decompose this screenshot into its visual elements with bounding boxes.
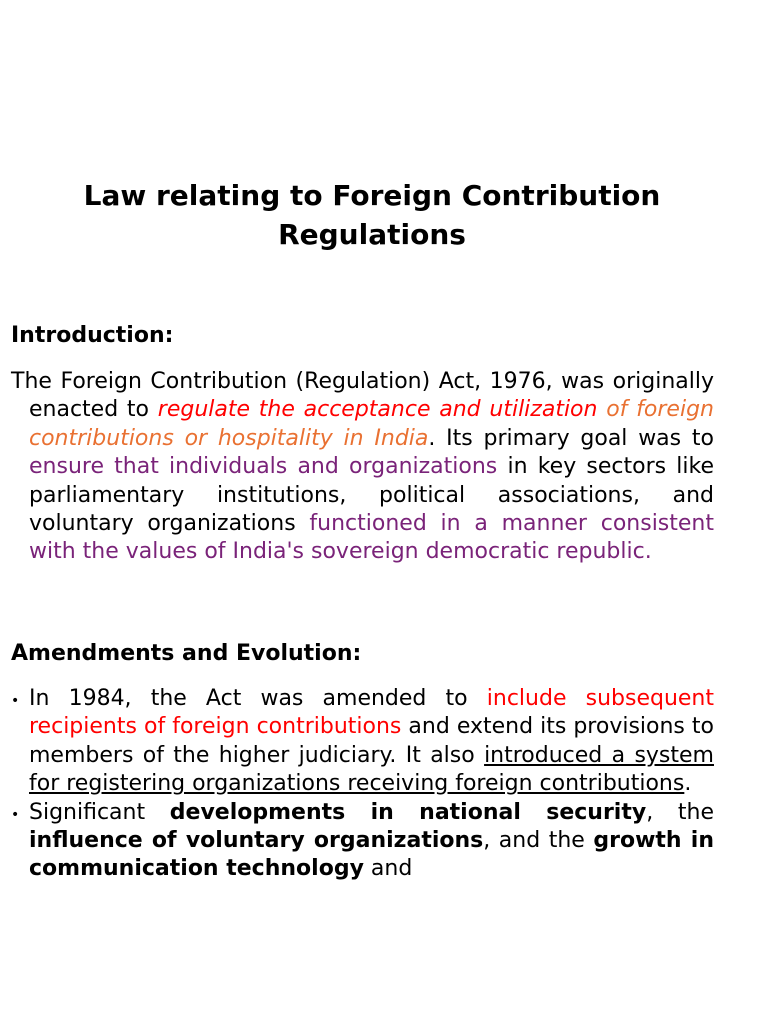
intro-highlight-foreign-contributions: of foreign contributions or hospitality in India [29, 397, 714, 451]
b2-bold-voluntary-organizations: influence of voluntary organizations [29, 828, 484, 854]
b2-text-4: and [363, 856, 413, 882]
b1-text-1: In 1984, the Act was amended to [29, 686, 487, 711]
bullet-icon: • [11, 693, 20, 709]
b1-text-2: and extend its provisions to members of the higher judiciary. It also [29, 714, 715, 768]
b2-text-3: , and the [483, 828, 594, 854]
list-item [11, 685, 714, 799]
list-item [11, 799, 714, 884]
bullet-icon: • [11, 806, 20, 823]
b2-text-2: , the [646, 799, 715, 825]
introduction-heading: Introduction: [11, 323, 174, 348]
intro-highlight-regulate: regulate the acceptance and utilization [157, 397, 598, 423]
b1-underline-registering: for registering organizations receiving foreign contributions [29, 771, 685, 797]
intro-text-3: in key sectors like parliamentary institutions, political associations, and voluntary organizations [29, 454, 714, 537]
b1-underline-system: introduced a system [484, 742, 714, 768]
document-title: Law relating to Foreign Contribution Regulations [83, 179, 661, 251]
b2-bold-national-security: developments in national security [169, 799, 647, 825]
amendments-list [11, 685, 714, 884]
intro-text-2: . Its primary goal was to [428, 425, 714, 451]
b2-bold-communication-technology: growth in communication technology [29, 828, 715, 882]
b2-text-1: Significant [29, 799, 170, 825]
introduction-paragraph [11, 368, 714, 567]
intro-text-1: The Foreign Contribution (Regulation) Act, 1976, was originally enacted to [11, 369, 714, 423]
amendments-heading: Amendments and Evolution: [11, 641, 362, 666]
intro-highlight-ensure: ensure that individuals and organizations [29, 454, 498, 480]
intro-highlight-functioned: functioned in a manner consistent with the values of India's sovereign democratic republic. [29, 511, 714, 565]
b1-highlight-include: include subsequent recipients of foreign contributions [29, 686, 714, 740]
b1-period: . [684, 771, 692, 797]
